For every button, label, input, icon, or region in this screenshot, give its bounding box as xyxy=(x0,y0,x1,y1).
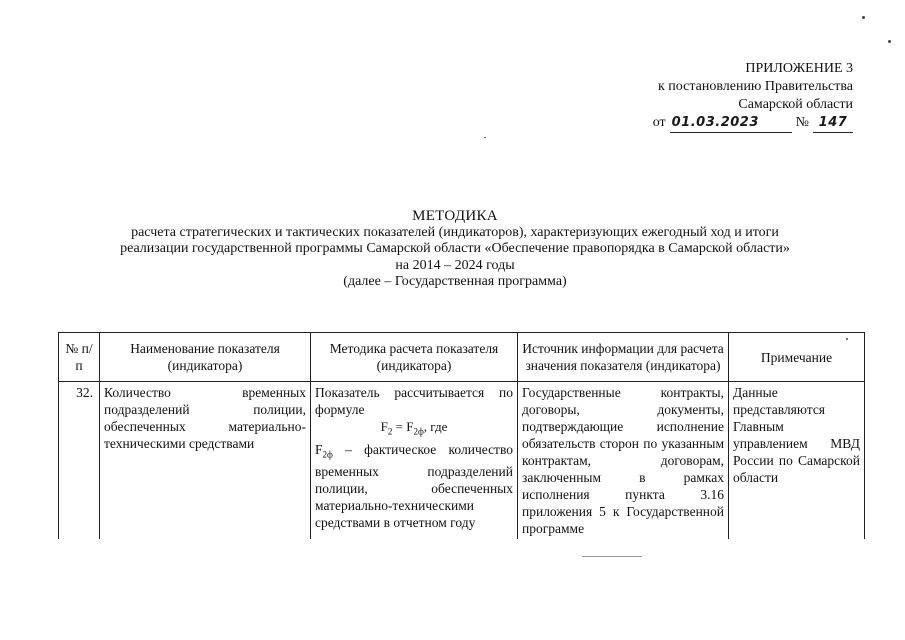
header-name: Наименование показателя (индикатора) xyxy=(100,333,311,382)
document-heading xyxy=(60,208,850,291)
appendix-line-2: Самарской области xyxy=(738,97,853,112)
formula-definition: $F_{2ф}$ – фактическое количество временных подразделений полиции, обеспеченных материально-техническими средствами в отчетном году xyxy=(315,441,513,531)
handwritten-number: 147 xyxy=(813,114,853,133)
heading-line-3: на 2014 – 2024 годы xyxy=(395,257,515,273)
heading-line-1: расчета стратегических и тактических показателей (индикаторов), характеризующих ежегодный ход и итоги xyxy=(131,224,779,240)
appendix-title: ПРИЛОЖЕНИЕ 3 xyxy=(745,61,853,76)
table-header-row xyxy=(59,333,865,382)
appendix-block xyxy=(623,60,853,133)
header-note: Примечание xyxy=(729,333,865,382)
heading-line-4: (далее – Государственная программа) xyxy=(343,274,567,289)
formula: $F_2 = F_{2ф}$, где xyxy=(380,419,448,437)
method-intro: Показатель рассчитывается по формуле xyxy=(315,385,513,417)
appendix-date-line xyxy=(623,114,853,133)
header-source: Источник информации для расчета значения показателя (индикатора) xyxy=(518,333,729,382)
scan-speck xyxy=(484,137,486,138)
appendix-line-1: к постановлению Правительства xyxy=(657,79,853,94)
row-indicator-name: Количество временных подразделений полиции, обеспеченных материально-техническими средствами xyxy=(100,382,311,540)
row-source: Государственные контракты, договоры, документы, подтверждающие исполнение обязательств сторон по указанным контрактам, договорам, заключенным в рамках исполнения пункта 3.16 приложения 5 к Государственной программе xyxy=(518,382,729,540)
scan-smudge xyxy=(582,556,642,557)
scan-speck xyxy=(862,16,865,19)
date-prefix: от xyxy=(652,115,666,130)
handwritten-date: 01.03.2023 xyxy=(670,114,792,133)
document-title: МЕТОДИКА xyxy=(412,208,498,224)
table-row xyxy=(59,382,865,540)
number-prefix: № xyxy=(795,115,809,130)
row-note: Данные представляются Главным управлением МВД России по Самарской области xyxy=(729,382,865,540)
scan-speck xyxy=(888,40,891,43)
indicator-table xyxy=(58,332,864,539)
heading-line-2: реализации государственной программы Самарской области «Обеспечение правопорядка в Самарской области» xyxy=(120,241,790,256)
row-number: 32. xyxy=(59,382,100,540)
header-number: № п/п xyxy=(59,333,100,382)
row-method xyxy=(311,382,518,540)
header-method: Методика расчета показателя (индикатора) xyxy=(311,333,518,382)
